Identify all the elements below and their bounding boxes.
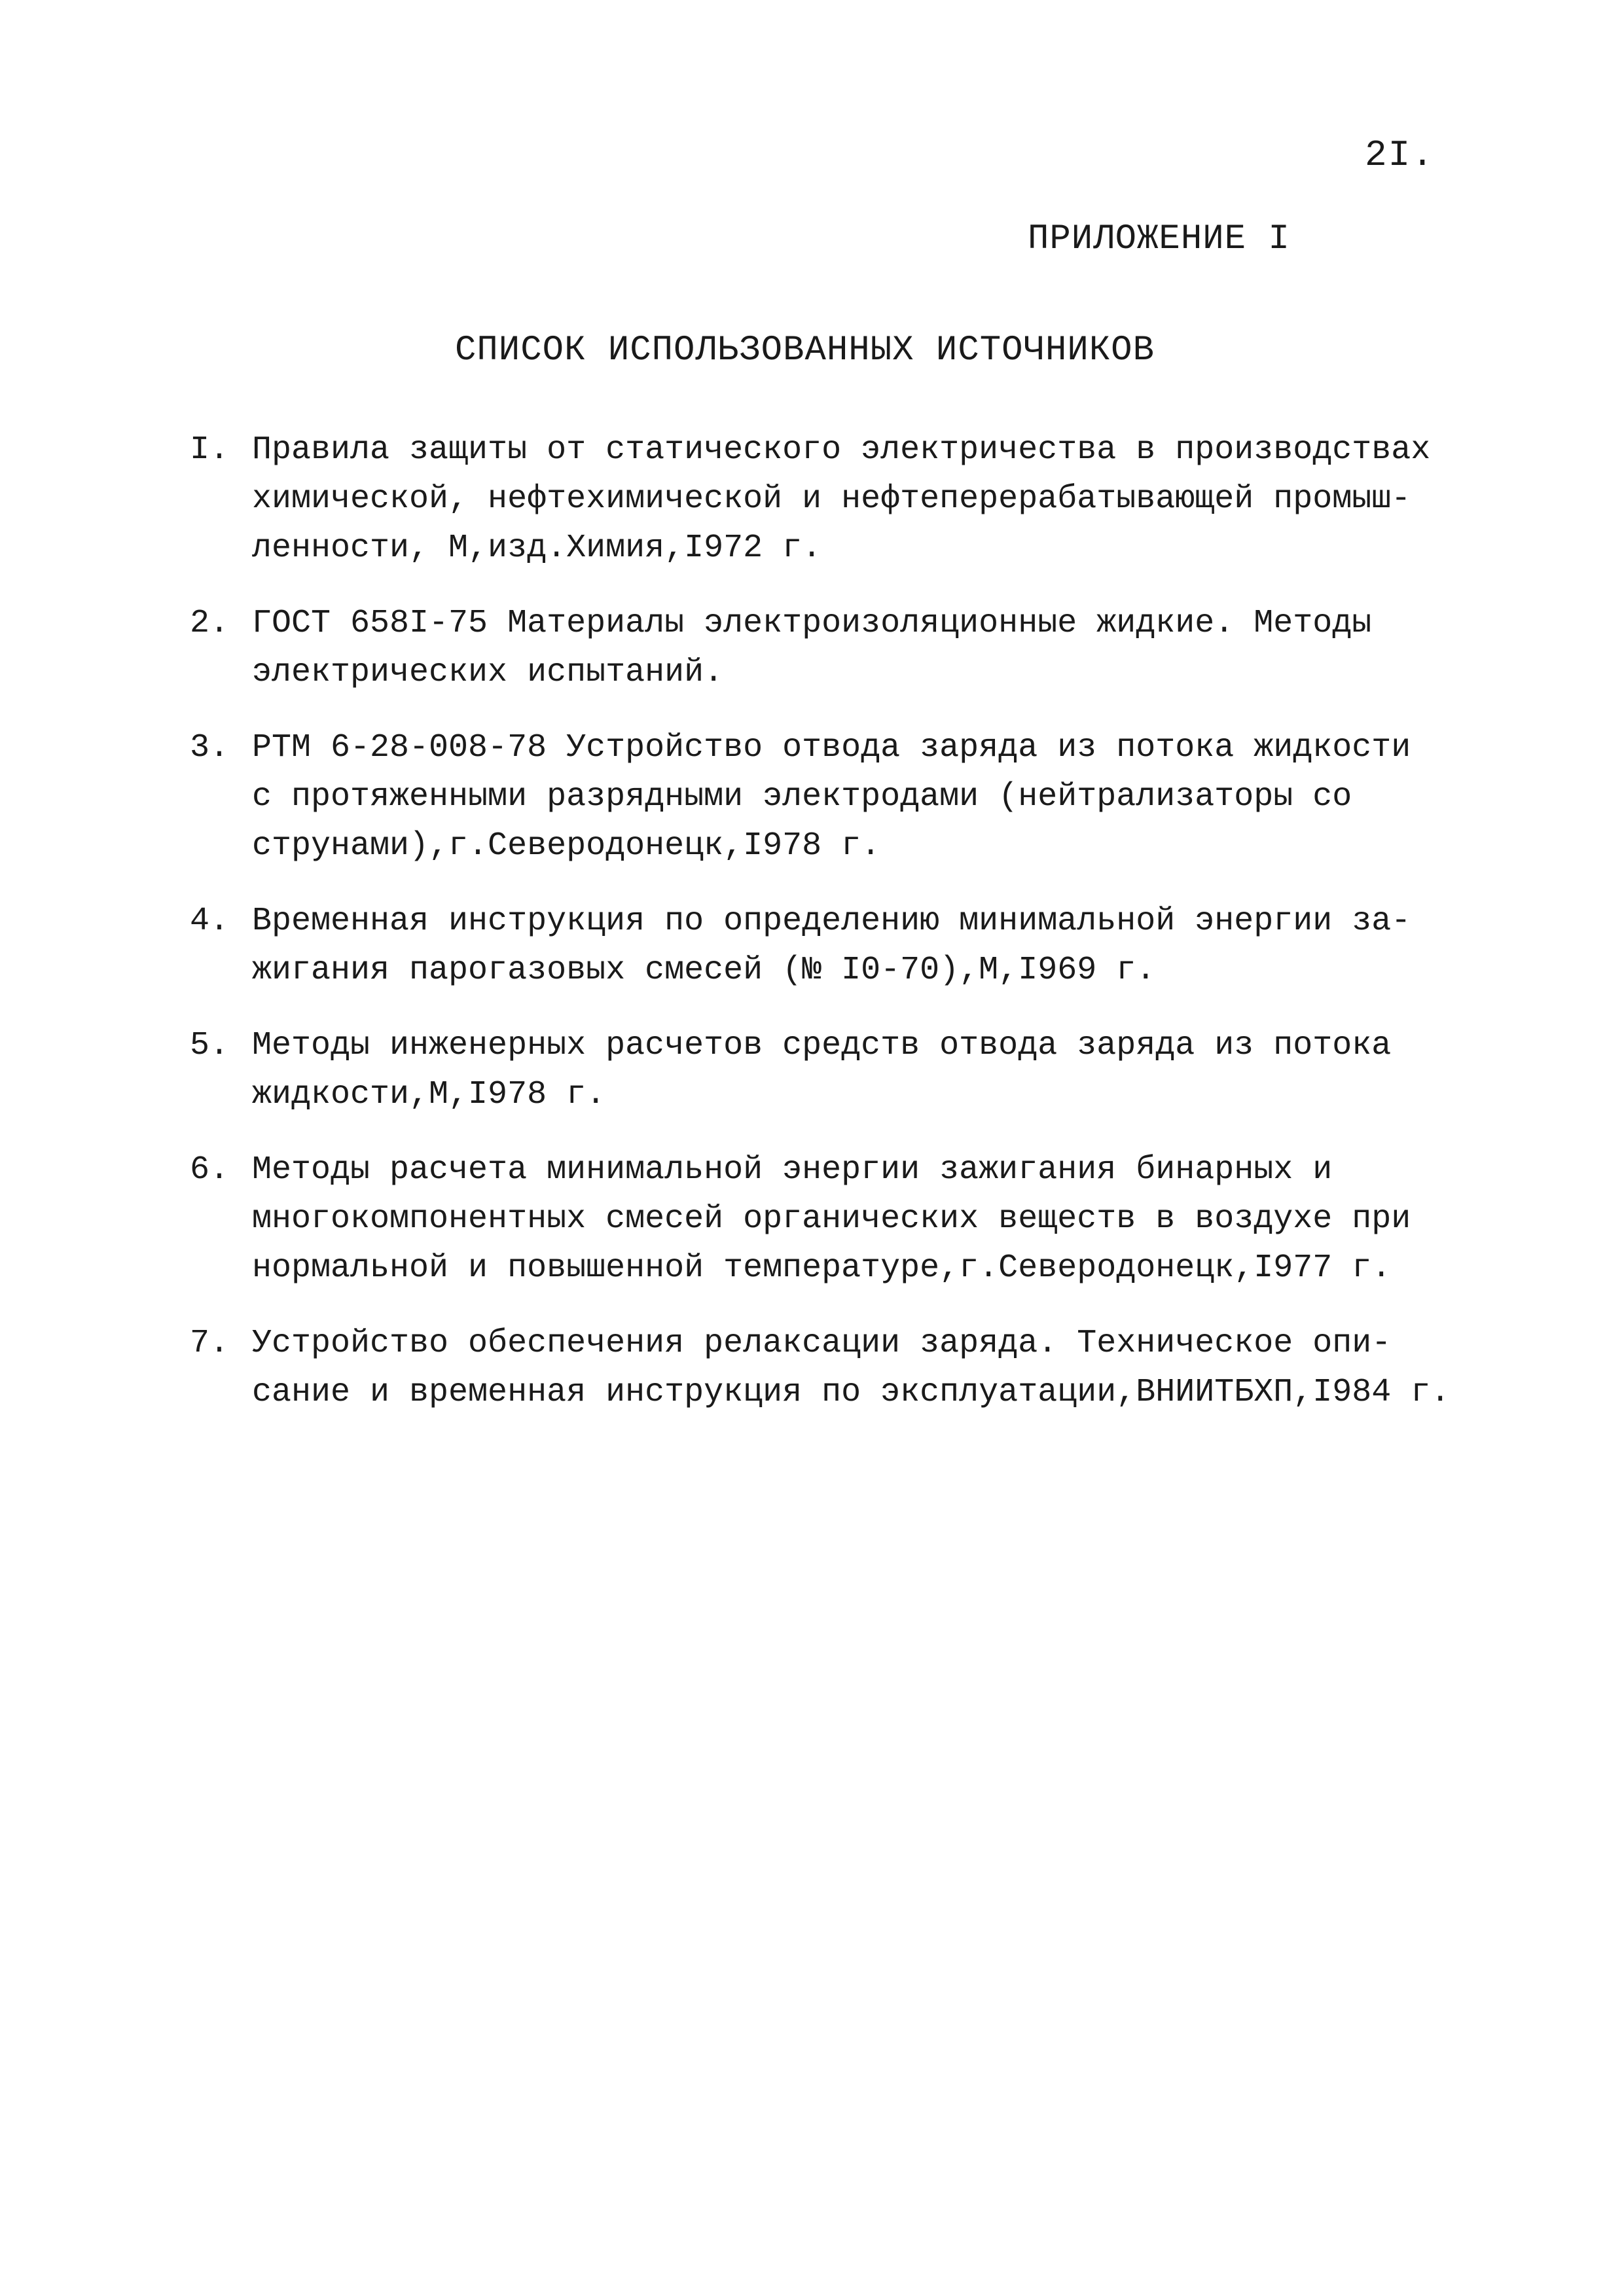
page-title: СПИСОК ИСПОЛЬЗОВАННЫХ ИСТОЧНИКОВ: [455, 331, 1155, 370]
reference-text-line: Устройство обеспечения релаксации заряда. Техническое опи-: [252, 1325, 1392, 1362]
reference-text-line: нормальной и повышенной температуре,г.Северодонецк,I977 г.: [252, 1249, 1392, 1287]
reference-number: 5.: [190, 1027, 230, 1064]
reference-text-line: РТМ 6-28-008-78 Устройство отвода заряда из потока жидкости: [252, 729, 1411, 766]
reference-text-line: электрических испытаний.: [252, 654, 724, 691]
reference-text-line: Методы инженерных расчетов средств отвода заряда из потока: [252, 1027, 1392, 1064]
references-list: [190, 425, 1466, 1443]
reference-text-line: Временная инструкция по определению минимальной энергии за-: [252, 903, 1411, 940]
reference-text-line: Правила защиты от статического электричества в производствах: [252, 431, 1431, 469]
reference-number: I.: [190, 431, 230, 469]
reference-text-line: струнами),г.Северодонецк,I978 г.: [252, 827, 881, 865]
reference-item: [190, 599, 1466, 697]
reference-item: [190, 425, 1466, 573]
reference-number: 7.: [190, 1325, 230, 1362]
reference-text-line: многокомпонентных смесей органических веществ в воздухе при: [252, 1200, 1411, 1238]
reference-text-line: с протяженными разрядными электродами (нейтрализаторы со: [252, 778, 1352, 816]
appendix-label: ПРИЛОЖЕНИЕ I: [1028, 219, 1290, 259]
reference-number: 3.: [190, 729, 230, 766]
reference-number: 2.: [190, 605, 230, 642]
reference-item: [190, 1319, 1466, 1417]
reference-text-line: сание и временная инструкция по эксплуатации,ВНИИТБХП,I984 г.: [252, 1374, 1451, 1411]
reference-item: [190, 1145, 1466, 1293]
page-number: 2I.: [1365, 134, 1435, 176]
reference-number: 6.: [190, 1151, 230, 1189]
reference-text-line: ленности, М,изд.Химия,I972 г.: [252, 529, 822, 567]
reference-item: [190, 723, 1466, 870]
reference-text-line: Методы расчета минимальной энергии зажигания бинарных и: [252, 1151, 1333, 1189]
reference-number: 4.: [190, 903, 230, 940]
reference-item: [190, 1021, 1466, 1119]
reference-text-line: жигания парогазовых смесей (№ I0-70),М,I969 г.: [252, 952, 1156, 989]
reference-text-line: ГОСТ 658I-75 Материалы электроизоляционные жидкие. Методы: [252, 605, 1372, 642]
reference-item: [190, 897, 1466, 995]
reference-text-line: жидкости,М,I978 г.: [252, 1076, 606, 1113]
reference-text-line: химической, нефтехимической и нефтеперерабатывающей промыш-: [252, 480, 1411, 518]
